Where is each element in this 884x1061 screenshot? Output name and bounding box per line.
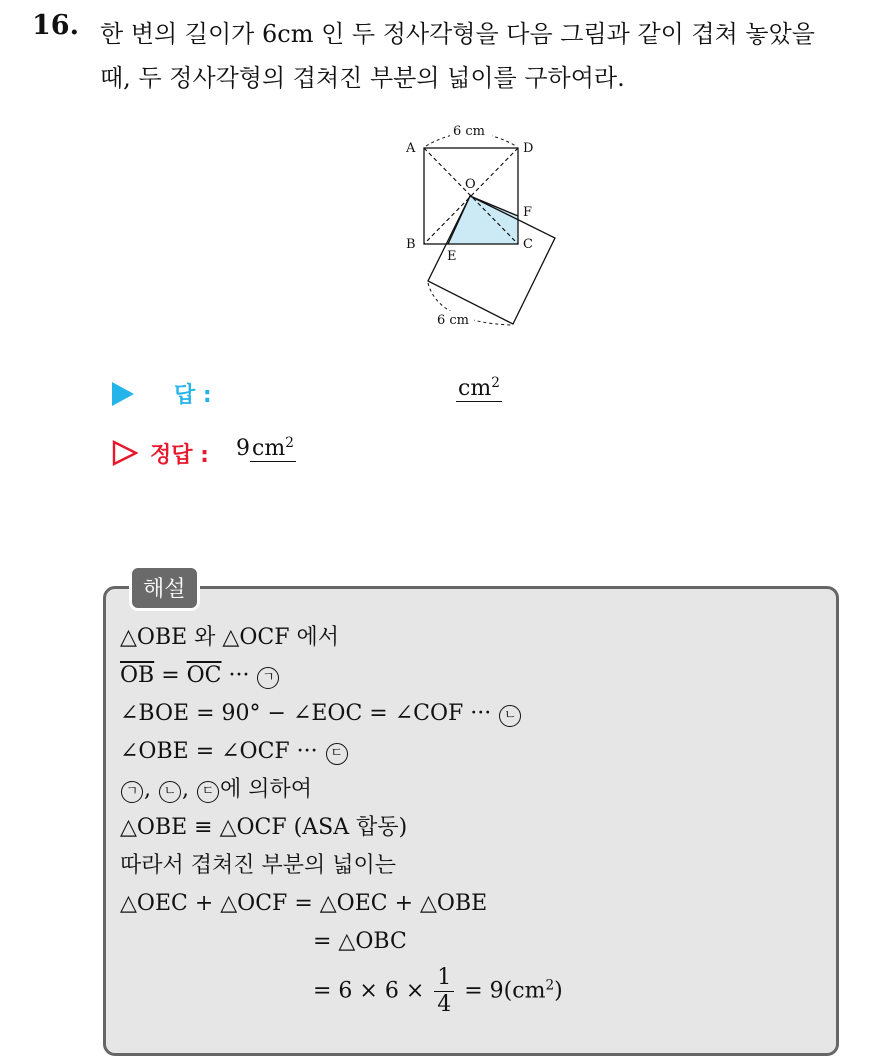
correct-answer-row [112,434,612,472]
question-text-line1: 한 변의 길이가 6cm 인 두 정사각형을 다음 그림과 같이 겹쳐 놓았을 [100,20,815,48]
figure-svg [400,118,570,338]
outline-triangle-icon [112,440,138,466]
fraction-one-quarter [434,965,454,1018]
solution-line-7: 따라서 겹쳐진 부분의 넓이는 [120,853,397,878]
angle-boe-equation: ∠BOE = 90° − ∠EOC = ∠COF ··· [120,701,499,726]
solution-line-6: △OBE ≡ △OCF (ASA 합동) [120,815,408,840]
circled-nieun: ㄴ [159,781,181,803]
correct-unit: cm [252,436,286,461]
circled-giyeok: ㄱ [121,781,143,803]
circled-digeut: ㄷ [197,781,219,803]
overlapping-squares-figure [400,118,570,338]
answer-unit-exponent: 2 [491,374,500,391]
angle-obe-equation: ∠OBE = ∠OCF ··· [120,739,325,764]
area-result: = 9(cm [457,978,546,1004]
segment-oc: $\overline{OC}$ [186,663,222,688]
answer-blank[interactable] [456,376,502,401]
label-e: E [447,249,457,264]
answer-label: 답 : [174,383,212,408]
correct-value-number: 9 [236,436,250,461]
answer-unit-underlined [456,376,502,402]
label-f: F [523,205,533,220]
circled-digeut: ㄷ [326,743,348,765]
answer-unit: cm [458,376,492,401]
fraction-denominator: 4 [437,992,452,1017]
solution-line-3 [120,700,522,728]
answer-row [112,374,612,412]
circled-giyeok: ㄱ [257,667,279,689]
solution-line-1: △OBE 와 △OCF 에서 [120,625,339,650]
label-a: A [406,141,416,156]
correct-answer-label: 정답 : [150,443,209,468]
filled-triangle-icon [112,382,134,406]
bottom-dimension-label: 6 cm [437,313,470,328]
circled-nieun: ㄴ [499,705,521,727]
area-result-close: ) [554,978,563,1004]
question-text-line2: 때, 두 정사각형의 겹쳐진 부분의 넓이를 구하여라. [100,64,625,92]
fraction-numerator: 1 [434,965,454,992]
question-number: 16. [32,10,79,41]
correct-answer-value [236,436,296,461]
solution-tab: 해설 [129,565,200,611]
label-o: O [465,177,476,192]
label-d: D [523,141,534,156]
solution-line-10 [313,965,563,1018]
equals-sign: = [154,663,187,688]
therefore-text: 에 의하여 [220,777,313,802]
solution-line-2 [120,662,280,690]
ellipsis: ··· [221,663,257,688]
correct-unit-underlined [250,436,296,462]
correct-unit-exponent: 2 [285,434,294,451]
solution-line-4 [120,738,349,766]
label-b: B [406,237,416,252]
label-c: C [523,237,533,252]
area-product: = 6 × 6 × [313,978,432,1004]
solution-line-5: ㄱ , ㄴ , ㄷ 에 의하여 [120,776,312,804]
segment-ob: $\overline{OB}$ [120,663,155,688]
solution-line-9: = △OBC [313,929,407,954]
area-result-exponent: 2 [545,977,555,994]
solution-line-8: △OEC + △OCF = △OEC + △OBE [120,891,488,916]
top-dimension-label: 6 cm [453,124,486,139]
